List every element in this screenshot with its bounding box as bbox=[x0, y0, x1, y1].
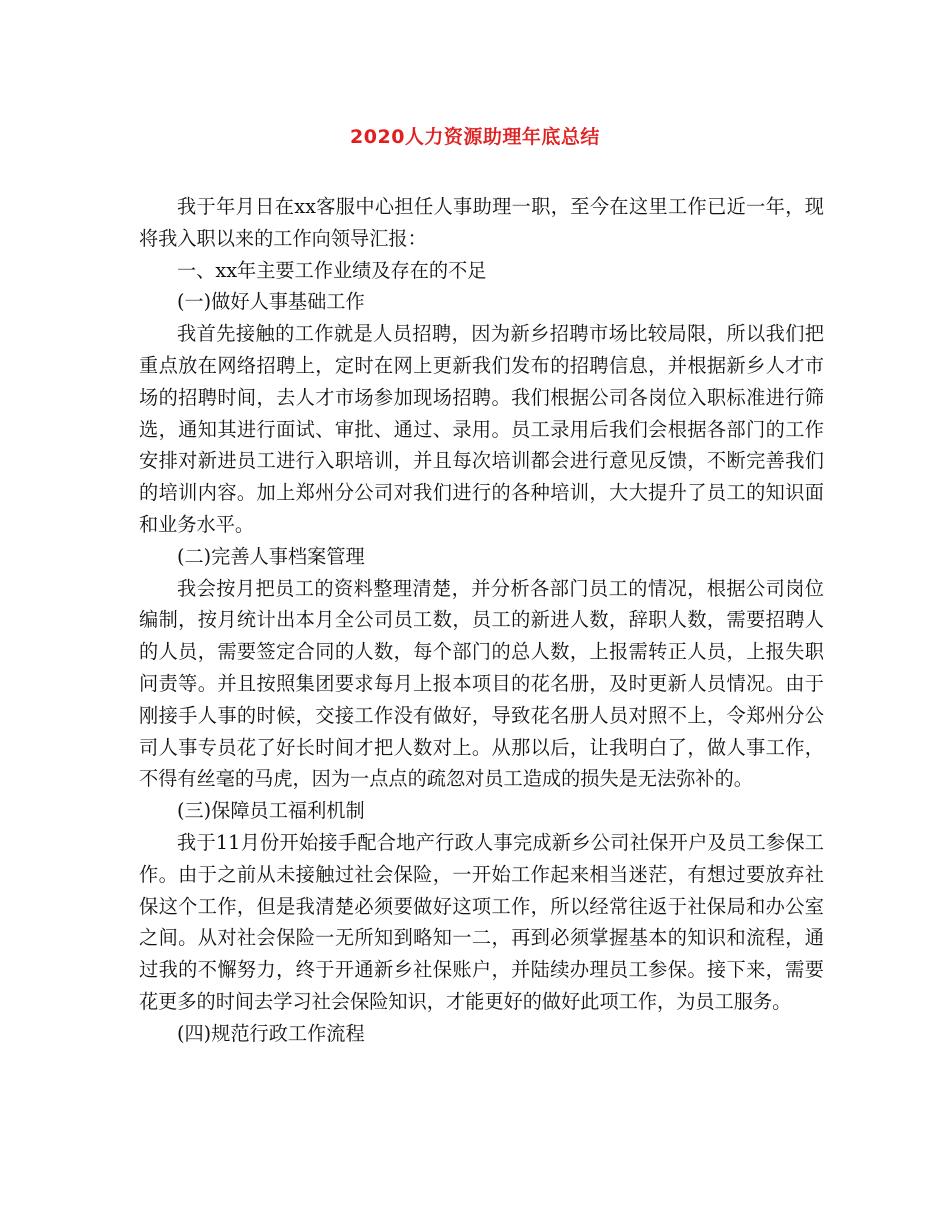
document-body bbox=[139, 191, 824, 1050]
paragraph-intro: 我于年月日在xx客服中心担任人事助理一职，至今在这里工作已近一年，现将我入职以来的工作向领导汇报： bbox=[139, 195, 824, 250]
subsection-heading-1: (一)做好人事基础工作 bbox=[177, 290, 365, 314]
document-title: 2020人力资源助理年底总结 bbox=[350, 126, 600, 148]
paragraph-welfare: 我于11月份开始接手配合地产行政人事完成新乡公司社保开户及员工参保工作。由于之前从未接触过社会保险，一开始工作起来相当迷茫，有想过要放弃社保这个工作，但是我清楚必须要做好这项工作，所以经常往返于社保局和办公室之间。从对社会保险一无所知到略知一二，再到必须掌握基本的知识和流程，通过我的不懈努力，终于开通新乡社保账户，并陆续办理员工参保。接下来，需要花更多的时间去学习社会保险知识，才能更好的做好此项工作，为员工服务。 bbox=[139, 830, 824, 1013]
subsection-heading-2: (二)完善人事档案管理 bbox=[177, 544, 365, 568]
paragraph-archives: 我会按月把员工的资料整理清楚，并分析各部门员工的情况，根据公司岗位编制，按月统计出本月全公司员工数，员工的新进人数，辞职人数，需要招聘人的人员，需要签定合同的人数，每个部门的总人数，上报需转正人员，上报失职问责等。并且按照集团要求每月上报本项目的花名册，及时更新人员情况。由于刚接手人事的时候，交接工作没有做好，导致花名册人员对照不上，令郑州分公司人事专员花了好长时间才把人数对上。从那以后，让我明白了，做人事工作，不得有丝毫的马虎，因为一点点的疏忽对员工造成的损失是无法弥补的。 bbox=[139, 576, 824, 791]
subsection-heading-3: (三)保障员工福利机制 bbox=[177, 799, 365, 823]
subsection-heading-4: (四)规范行政工作流程 bbox=[177, 1021, 365, 1045]
section-heading-1: 一、xx年主要工作业绩及存在的不足 bbox=[177, 258, 487, 282]
paragraph-recruitment: 我首先接触的工作就是人员招聘，因为新乡招聘市场比较局限，所以我们把重点放在网络招聘上，定时在网上更新我们发布的招聘信息，并根据新乡人才市场的招聘时间，去人才市场参加现场招聘。我们根据公司各岗位入职标准进行筛选，通知其进行面试、审批、通过、录用。员工录用后我们会根据各部门的工作安排对新进员工进行入职培训，并且每次培训都会进行意见反馈，不断完善我们的培训内容。加上郑州分公司对我们进行的各种培训，大大提升了员工的知识面和业务水平。 bbox=[139, 322, 824, 536]
